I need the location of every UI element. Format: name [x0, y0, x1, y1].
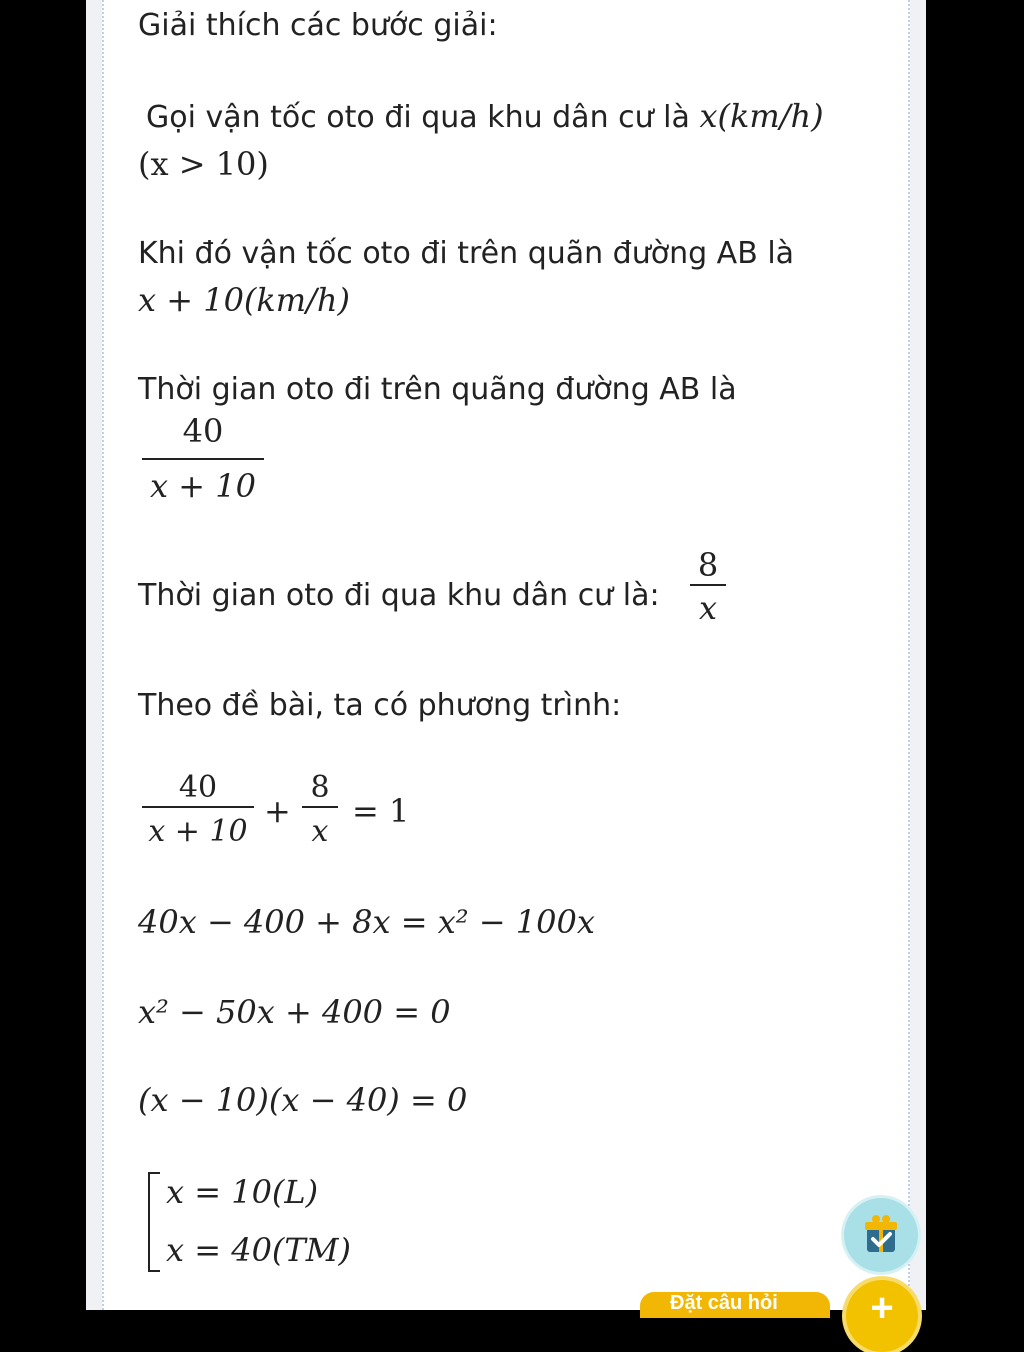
equation-2: 40x − 400 + 8x = x² − 100x: [138, 903, 595, 941]
eq1-fraction-2: [302, 770, 338, 848]
equation-3: x² − 50x + 400 = 0: [138, 993, 451, 1031]
cases-bracket: [148, 1172, 160, 1272]
step4-text: Thời gian oto đi qua khu dân cư là:: [138, 578, 660, 613]
eq1-numerator-1: 40: [178, 770, 218, 805]
step3-denominator: x + 10: [150, 467, 256, 505]
step1-label: Gọi vận tốc oto đi qua khu dân cư là: [146, 100, 690, 135]
step1-text: [146, 98, 824, 136]
step3-numerator: 40: [182, 412, 224, 450]
step1-condition: (x > 10): [138, 145, 269, 183]
gift-check-icon: [864, 1214, 898, 1254]
step1-math-velocity: x(km/h): [699, 97, 824, 135]
add-button[interactable]: [846, 1280, 918, 1352]
ask-question-label: Đặt câu hỏi: [670, 1292, 778, 1314]
case-1: x = 10(L): [166, 1173, 319, 1211]
ask-question-bar[interactable]: [640, 1292, 830, 1318]
step2-math: x + 10(km/h): [138, 281, 351, 319]
equation-4: (x − 10)(x − 40) = 0: [138, 1081, 468, 1119]
step2-text: Khi đó vận tốc oto đi trên quãn đường AB là: [138, 236, 795, 271]
steps-heading: Giải thích các bước giải:: [138, 8, 498, 43]
step4-denominator: x: [698, 589, 718, 627]
step3-fraction: [142, 410, 264, 508]
eq1-rhs: = 1: [352, 792, 410, 830]
eq1-fraction-1: [142, 770, 254, 848]
eq1-denominator-2: x: [311, 814, 329, 849]
gift-floating-button[interactable]: [844, 1198, 918, 1272]
eq1-numerator-2: 8: [310, 770, 330, 805]
plus-icon: +: [870, 1286, 894, 1330]
eq1-plus: +: [264, 792, 291, 830]
step4-numerator: 8: [697, 546, 719, 584]
case-2: x = 40(TM): [166, 1231, 351, 1269]
step5-text: Theo đề bài, ta có phương trình:: [138, 688, 622, 723]
step4-fraction: [690, 546, 726, 626]
step3-text: Thời gian oto đi trên quãng đường AB là: [138, 372, 737, 407]
eq1-denominator-1: x + 10: [148, 814, 248, 849]
